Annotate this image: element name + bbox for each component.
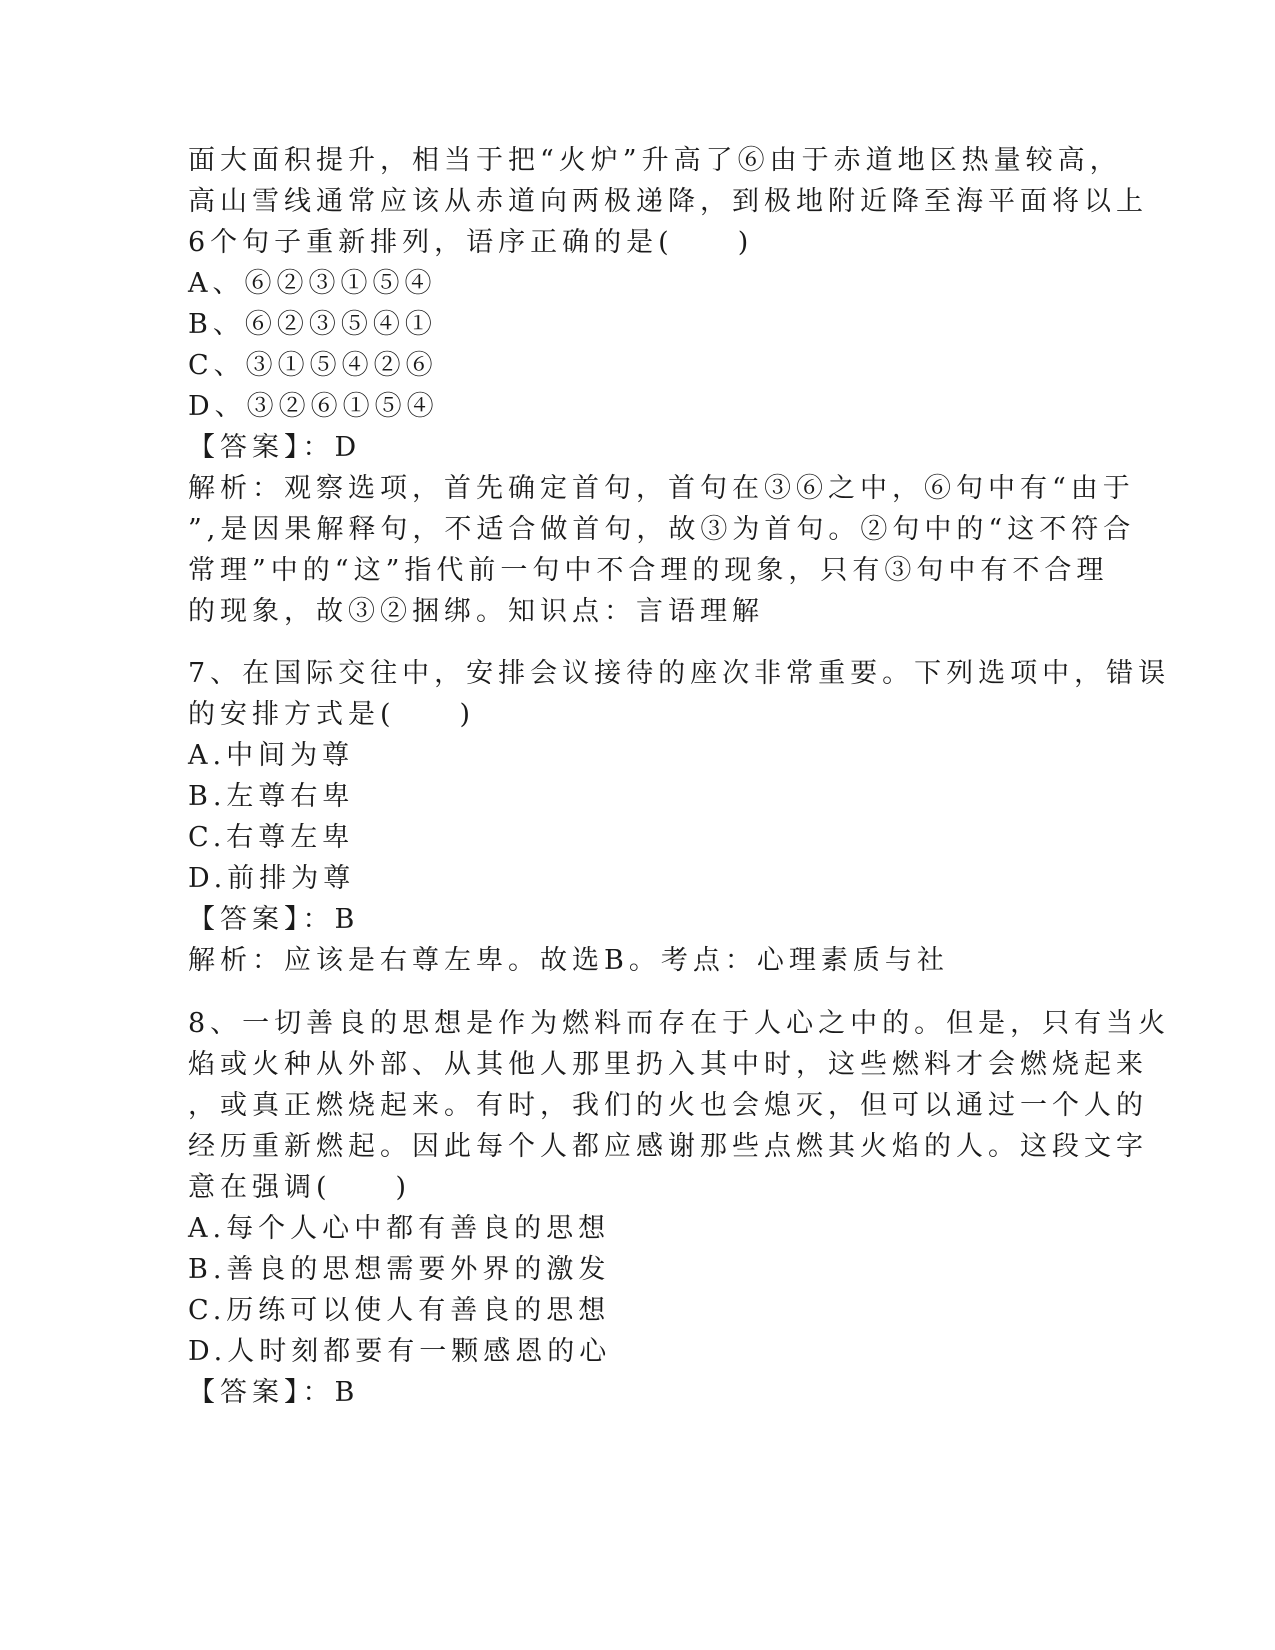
q7-answer: 【答案】：B [188, 904, 360, 935]
q7-option-b: B.左尊右卑 [188, 781, 355, 812]
q7-stem-line-1: 7、在国际交往中，安排会议接待的座次非常重要。下列选项中，错误 [188, 658, 1171, 689]
q6-option-c: C、③①⑤④②⑥ [188, 350, 438, 381]
q8-stem-line-3: ，或真正燃烧起来。有时，我们的火也会熄灭，但可以通过一个人的 [188, 1090, 1148, 1121]
q8-stem-line-2: 焰或火种从外部、从其他人那里扔入其中时，这些燃料才会燃烧起来 [188, 1049, 1148, 1080]
q7-analysis-line-1: 解析：应该是右尊左卑。故选B。考点：心理素质与社 [188, 945, 949, 976]
q6-option-b: B、⑥②③⑤④① [188, 309, 437, 340]
q6-stem-line-3: 6个句子重新排列，语序正确的是( ) [188, 227, 754, 258]
q7-stem-line-2: 的安排方式是( ) [188, 699, 476, 730]
q6-stem-line-2: 高山雪线通常应该从赤道向两极递降，到极地附近降至海平面将以上 [188, 186, 1148, 217]
q8-stem-line-4: 经历重新燃起。因此每个人都应感谢那些点燃其火焰的人。这段文字 [188, 1131, 1148, 1162]
q6-option-a: A、⑥②③①⑤④ [188, 268, 437, 299]
q8-option-c: C.历练可以使人有善良的思想 [188, 1295, 611, 1326]
q8-answer: 【答案】：B [188, 1377, 360, 1408]
q8-option-a: A.每个人心中都有善良的思想 [188, 1213, 611, 1244]
q7-option-c: C.右尊左卑 [188, 822, 355, 853]
q8-option-b: B.善良的思想需要外界的激发 [188, 1254, 611, 1285]
q6-analysis-line-4: 的现象，故③②捆绑。知识点：言语理解 [188, 596, 764, 627]
q6-stem-line-1: 面大面积提升，相当于把“火炉”升高了⑥由于赤道地区热量较高， [188, 145, 1122, 176]
q6-answer: 【答案】：D [188, 432, 362, 463]
q6-analysis-line-2: ”,是因果解释句，不适合做首句，故③为首句。②句中的“这不符合 [188, 514, 1136, 545]
q8-stem-line-1: 8、一切善良的思想是作为燃料而存在于人心之中的。但是，只有当火 [188, 1008, 1171, 1039]
q6-option-d: D、③②⑥①⑤④ [188, 391, 439, 422]
q6-analysis-line-3: 常理”中的“这”指代前一句中不合理的现象，只有③句中有不合理 [188, 555, 1109, 586]
q8-stem-line-5: 意在强调( ) [188, 1172, 412, 1203]
q7-option-a: A.中间为尊 [188, 740, 355, 771]
q6-analysis-line-1: 解析：观察选项，首先确定首句，首句在③⑥之中，⑥句中有“由于 [188, 473, 1135, 504]
q8-option-d: D.人时刻都要有一颗感恩的心 [188, 1336, 612, 1367]
q7-option-d: D.前排为尊 [188, 863, 356, 894]
